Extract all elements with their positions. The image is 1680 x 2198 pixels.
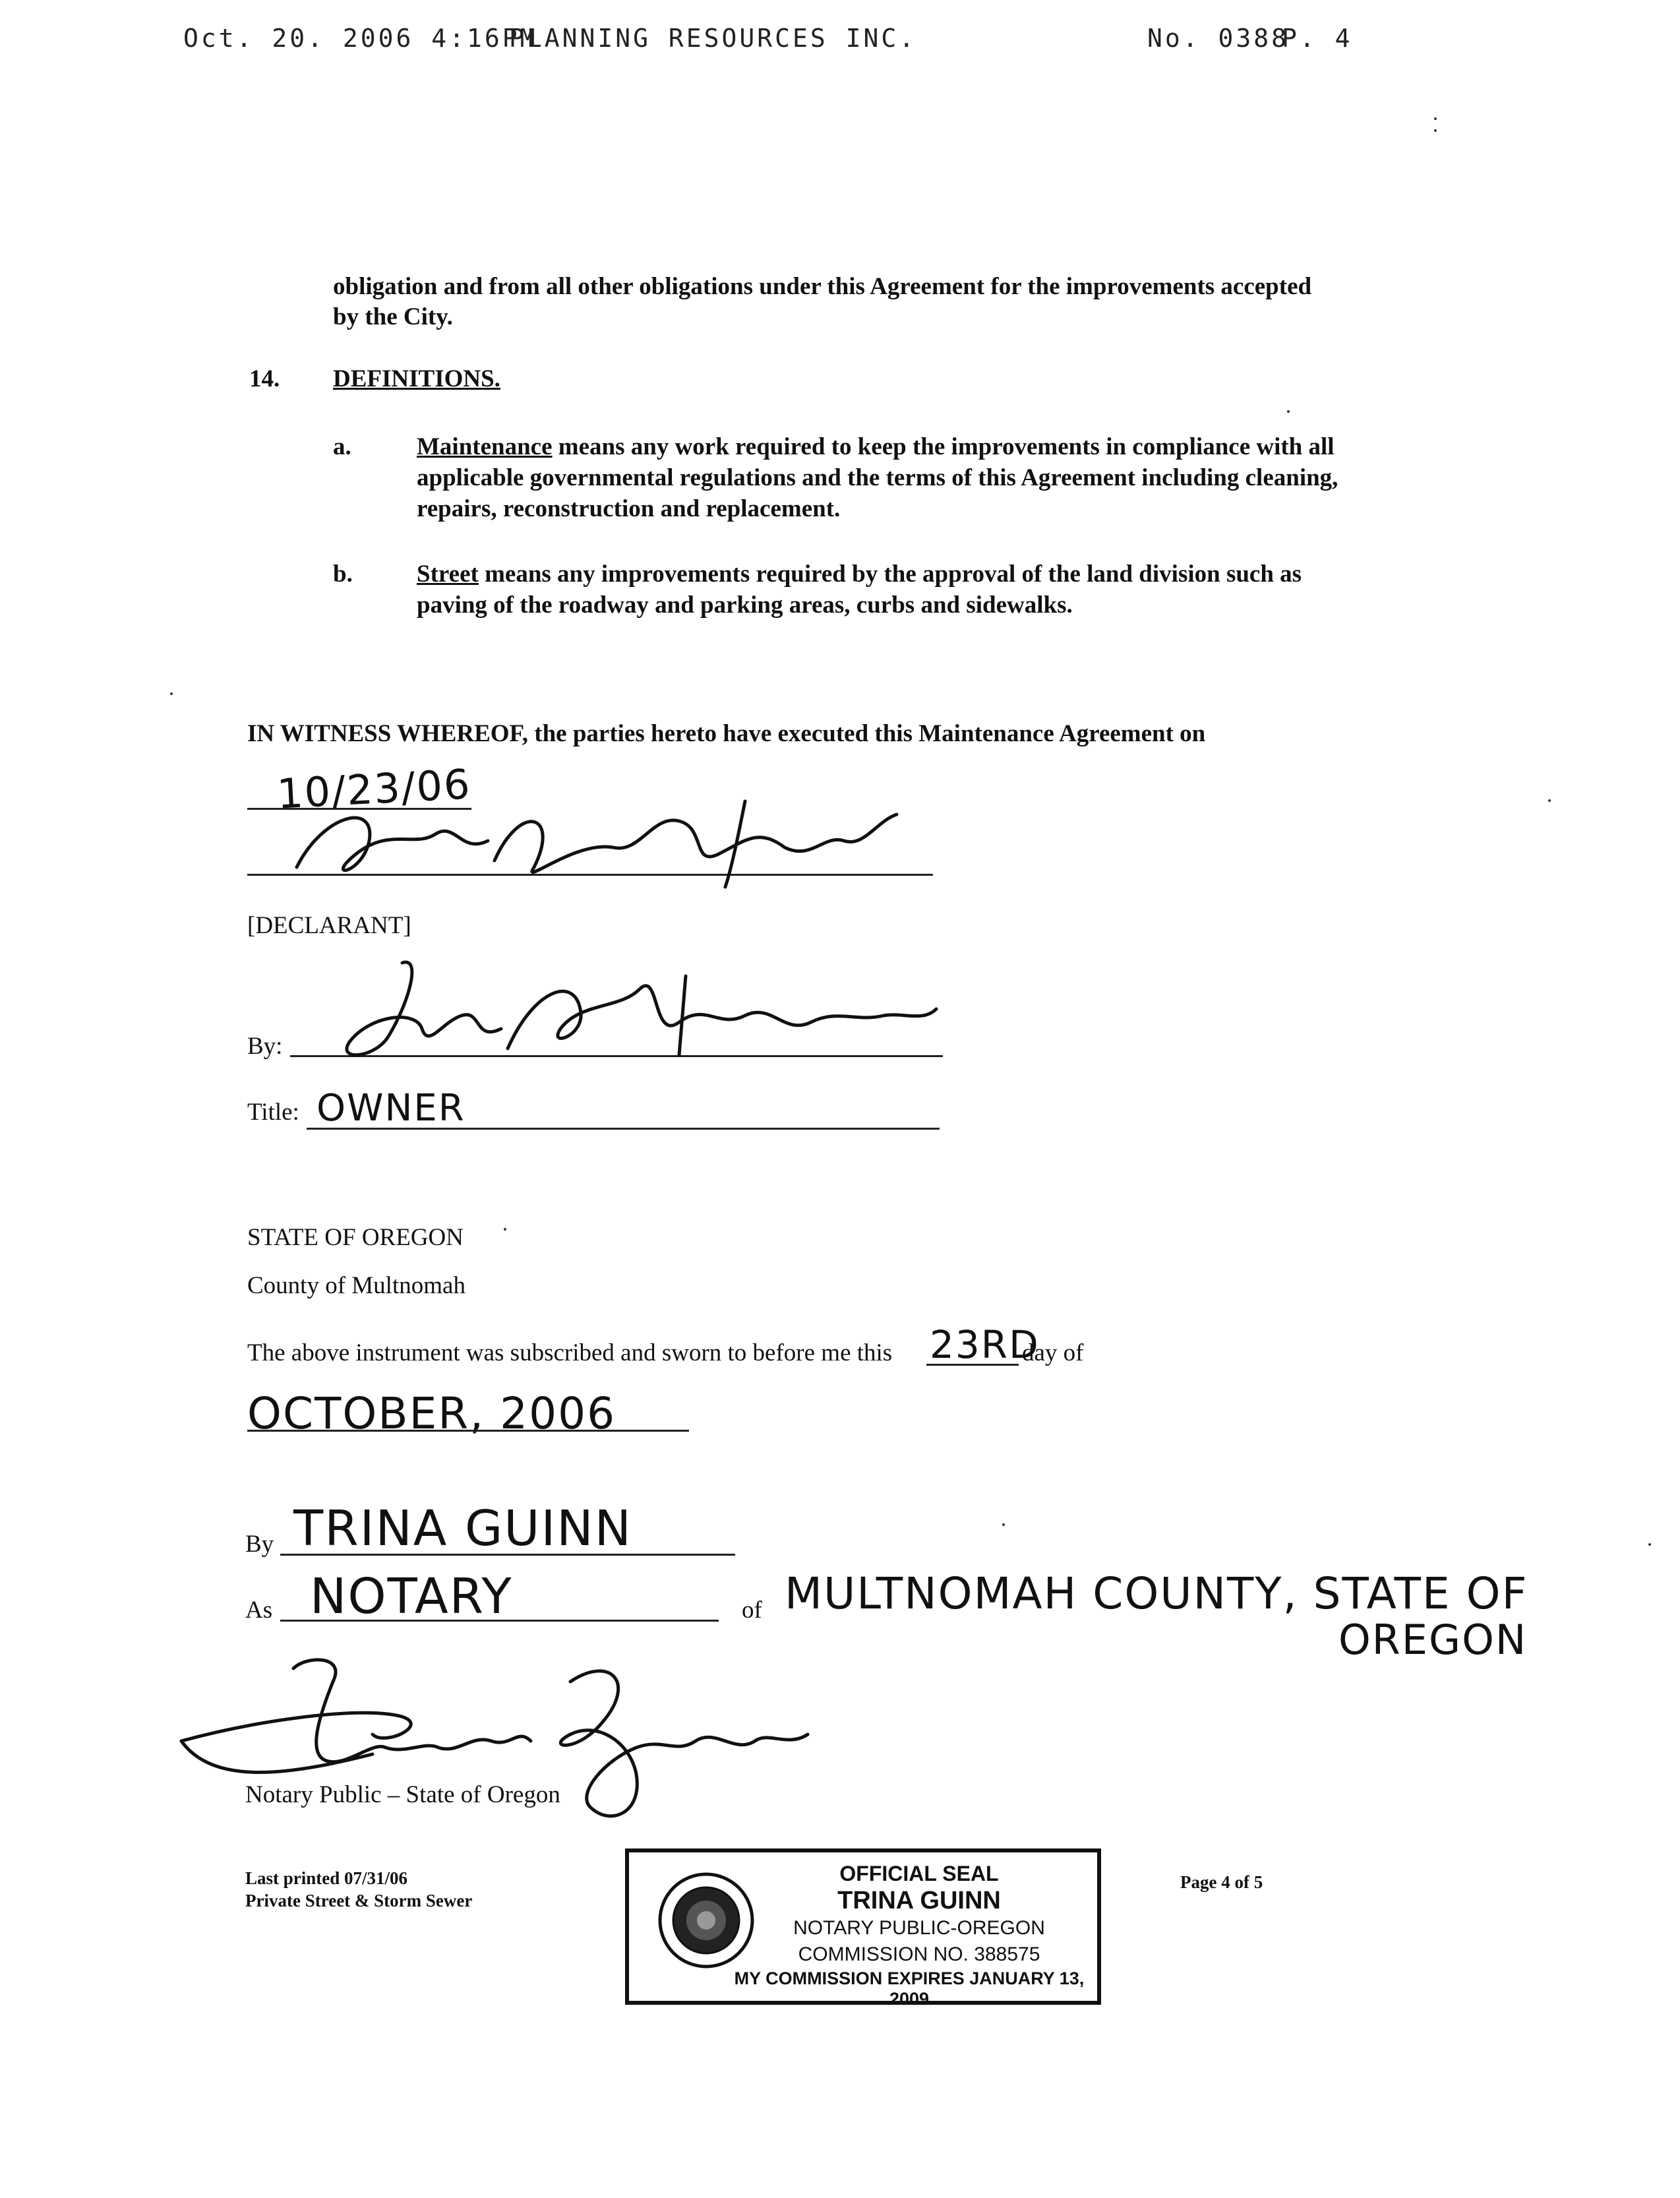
scan-speck: [1002, 1523, 1005, 1526]
witness-statement: IN WITNESS WHEREOF, the parties hereto have executed this Maintenance Agreement on: [247, 720, 1206, 747]
section-heading: DEFINITIONS.: [333, 365, 500, 392]
scan-speck: [1434, 117, 1437, 120]
handwritten-day: 23RD: [930, 1322, 1040, 1367]
item-a-letter: a.: [333, 433, 351, 460]
item-a-term: Maintenance: [417, 433, 553, 460]
seal-commission-expiry: MY COMMISSION EXPIRES JANUARY 13, 2009: [734, 1969, 1085, 2009]
item-b-letter: b.: [333, 561, 353, 588]
seal-title: OFFICIAL SEAL: [839, 1862, 999, 1885]
handwritten-date: 10/23/06: [276, 760, 473, 818]
footer-printed: Last printed 07/31/06: [245, 1868, 408, 1888]
scan-speck: [170, 692, 173, 695]
fax-page: P. 4: [1282, 24, 1353, 53]
handwritten-title: OWNER: [316, 1087, 465, 1130]
seal-notary-line: NOTARY PUBLIC-OREGON: [793, 1917, 1045, 1939]
by-label: By:: [247, 1033, 283, 1060]
handwritten-notary-role: NOTARY: [310, 1568, 513, 1625]
section-number: 14.: [249, 365, 280, 392]
continuation-paragraph: obligation and from all other obligations under this Agreement for the improvements accepted by the City.: [333, 273, 1312, 330]
notary-as-line: [280, 1620, 719, 1622]
item-b-line2: paving of the roadway and parking areas, curbs and sidewalks.: [417, 592, 1073, 619]
scan-speck: [1434, 129, 1437, 132]
notary-of-label: of: [742, 1597, 762, 1624]
fax-number: No. 0388: [1147, 24, 1290, 53]
seal-name: TRINA GUINN: [837, 1887, 1001, 1914]
notary-by-label: By: [245, 1531, 274, 1558]
state-label: STATE OF OREGON: [247, 1224, 464, 1251]
scan-speck: [1287, 410, 1290, 413]
seal-commission-number: COMMISSION NO. 388575: [798, 1943, 1040, 1965]
item-a-line2: applicable governmental regulations and the terms of this Agreement including cleaning,: [417, 464, 1338, 491]
title-label: Title:: [247, 1099, 299, 1126]
by-signature-image: [310, 950, 969, 1068]
fax-sender: PLANNING RESOURCES INC.: [509, 24, 917, 53]
scan-speck: [1548, 799, 1551, 802]
handwritten-month-year: OCTOBER, 2006: [247, 1388, 616, 1439]
day-of-label: day of: [1022, 1339, 1084, 1366]
declarant-label: [DECLARANT]: [247, 912, 411, 939]
official-seal-stamp: [625, 1848, 1101, 2009]
month-year-line: [247, 1430, 689, 1432]
item-a-text1: means any work required to keep the improvements in compliance with all: [552, 433, 1335, 460]
item-a-line1: [417, 432, 1335, 462]
declarant-signature-image: [284, 775, 943, 897]
item-a-line3: repairs, reconstruction and replacement.: [417, 495, 841, 522]
item-b-text1: means any improvements required by the approval of the land division such as: [478, 561, 1302, 588]
handwritten-notary-name: TRINA GUINN: [293, 1500, 632, 1557]
footer-page: Page 4 of 5: [1180, 1872, 1263, 1892]
notary-as-label: As: [245, 1597, 273, 1624]
footer-doc-name: Private Street & Storm Sewer: [245, 1891, 473, 1910]
fax-date-time: Oct. 20. 2006 4:16PM: [183, 24, 538, 53]
handwritten-jurisdiction-line2: OREGON: [1338, 1616, 1528, 1664]
county-label: County of Multnomah: [247, 1272, 465, 1299]
item-b-term: Street: [417, 561, 479, 588]
state-seal-emblem: [657, 1871, 756, 1970]
item-b-line1: [417, 559, 1302, 590]
day-line: [926, 1364, 1019, 1366]
sworn-statement: The above instrument was subscribed and sworn to before me this: [247, 1339, 893, 1366]
notary-caption: Notary Public – State of Oregon: [245, 1781, 560, 1808]
notary-by-line: [280, 1554, 735, 1556]
handwritten-jurisdiction-line1: MULTNOMAH COUNTY, STATE OF: [785, 1568, 1528, 1619]
scan-speck: [1648, 1543, 1651, 1546]
scan-speck: [504, 1228, 506, 1231]
